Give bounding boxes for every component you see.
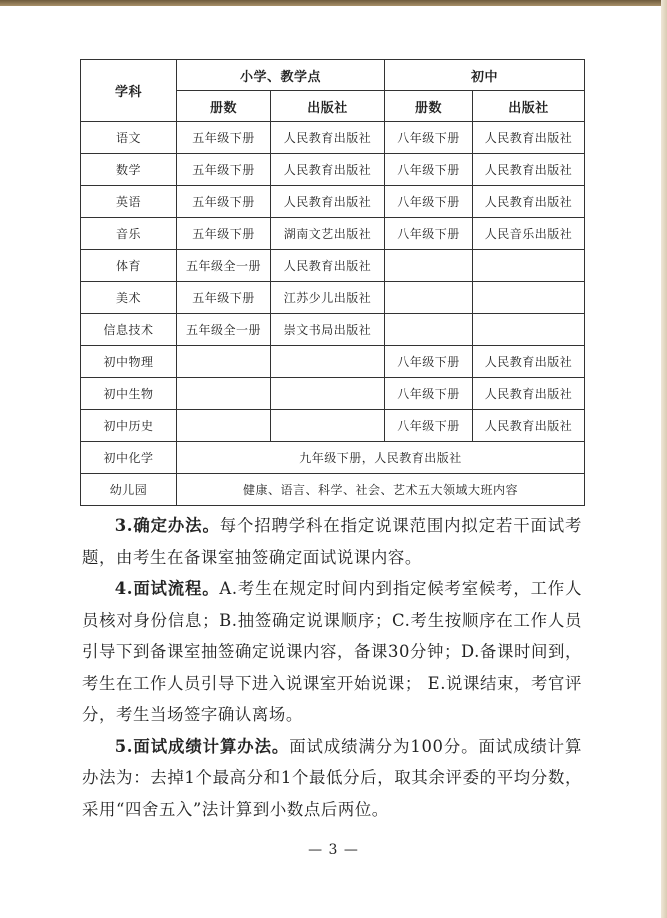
row-primary-volume: 五年级下册 [177,282,271,314]
row-junior-volume: 八年级下册 [385,218,473,250]
row-junior-publisher [473,250,585,282]
table-row-chemistry [81,442,585,474]
row-junior-publisher [473,282,585,314]
header-primary-group: 小学、教学点 [177,60,385,91]
header-junior-volume: 册数 [385,91,473,122]
row-junior-volume: 八年级下册 [385,410,473,442]
section-3 [82,510,582,573]
header-junior-group: 初中 [385,60,585,91]
header-primary-volume: 册数 [177,91,271,122]
row-primary-volume [177,378,271,410]
table-row [81,154,585,186]
row-primary-publisher [271,346,385,378]
row-junior-publisher: 人民教育出版社 [473,346,585,378]
table-row [81,282,585,314]
row-primary-volume: 五年级全一册 [177,314,271,346]
table-row [81,250,585,282]
page-number: — 3 — [308,842,359,858]
row-junior-volume: 八年级下册 [385,154,473,186]
table-header-row [81,60,585,91]
row-merged-content: 九年级下册，人民教育出版社 [177,442,585,474]
section-4-title: 4.面试流程。 [114,579,220,598]
table-row [81,186,585,218]
row-subject: 初中生物 [81,378,177,410]
row-subject: 幼儿园 [81,474,177,506]
row-junior-volume: 八年级下册 [385,186,473,218]
row-subject: 音乐 [81,218,177,250]
row-junior-publisher: 人民教育出版社 [473,154,585,186]
row-primary-publisher: 崇文书局出版社 [271,314,385,346]
row-junior-publisher: 人民教育出版社 [473,410,585,442]
row-junior-publisher: 人民教育出版社 [473,186,585,218]
row-primary-publisher [271,410,385,442]
top-border [0,0,667,6]
section-4 [82,573,582,731]
row-primary-publisher: 湖南文艺出版社 [271,218,385,250]
row-primary-publisher: 人民教育出版社 [271,154,385,186]
section-4-text: A.考生在规定时间内到指定候考室候考，工作人员核对身份信息；B.抽签确定说课顺序；C.考生按顺序在工作人员引导下到备课室抽签确定说课内容，备课30分钟；D.备课时间到，考生在工作人员引导下进入说课室开始说课； E.说课结束，考官评分，考生当场签字确认离场。 [82,579,582,724]
row-junior-publisher: 人民音乐出版社 [473,218,585,250]
section-3-title: 3.确定办法。 [114,516,220,535]
table-row [81,346,585,378]
header-junior-publisher: 出版社 [473,91,585,122]
row-primary-volume: 五年级全一册 [177,250,271,282]
row-junior-volume: 八年级下册 [385,346,473,378]
section-5 [82,731,582,826]
row-primary-publisher: 人民教育出版社 [271,250,385,282]
row-primary-volume: 五年级下册 [177,154,271,186]
body-text [82,510,582,825]
row-primary-publisher: 江苏少儿出版社 [271,282,385,314]
row-subject: 初中物理 [81,346,177,378]
section-5-title: 5.面试成绩计算办法。 [114,736,290,756]
row-subject: 初中历史 [81,410,177,442]
row-subject: 美术 [81,282,177,314]
row-subject: 数学 [81,154,177,186]
row-subject: 体育 [81,250,177,282]
row-junior-volume [385,250,473,282]
row-junior-volume [385,282,473,314]
row-primary-volume: 五年级下册 [177,186,271,218]
section-5-text: 面试成绩满分为100分。面试成绩计算办法为：去掉1个最高分和1个最低分后，取其余评委的平均分数，采用“四舍五入”法计算到小数点后两位。 [82,736,582,819]
table-row-kindergarten [81,474,585,506]
row-subject: 英语 [81,186,177,218]
row-primary-volume: 五年级下册 [177,218,271,250]
row-primary-publisher: 人民教育出版社 [271,186,385,218]
syllabus-table [80,59,585,506]
row-primary-publisher [271,378,385,410]
table-row [81,122,585,154]
table-row [81,378,585,410]
row-primary-volume [177,410,271,442]
section-3-text: 每个招聘学科在指定说课范围内拟定若干面试考题，由考生在备课室抽签确定面试说课内容。 [82,516,583,567]
row-subject: 信息技术 [81,314,177,346]
header-primary-publisher: 出版社 [271,91,385,122]
row-junior-publisher: 人民教育出版社 [473,122,585,154]
row-primary-volume: 五年级下册 [177,122,271,154]
row-junior-volume: 八年级下册 [385,122,473,154]
row-merged-content: 健康、语言、科学、社会、艺术五大领域大班内容 [177,474,585,506]
row-junior-volume [385,314,473,346]
table-row [81,314,585,346]
table-row [81,218,585,250]
row-primary-publisher: 人民教育出版社 [271,122,385,154]
header-subject: 学科 [81,60,177,122]
row-junior-publisher: 人民教育出版社 [473,378,585,410]
right-page-edge [661,0,667,918]
row-junior-volume: 八年级下册 [385,378,473,410]
table-row [81,410,585,442]
row-junior-publisher [473,314,585,346]
row-primary-volume [177,346,271,378]
row-subject: 语文 [81,122,177,154]
row-subject: 初中化学 [81,442,177,474]
